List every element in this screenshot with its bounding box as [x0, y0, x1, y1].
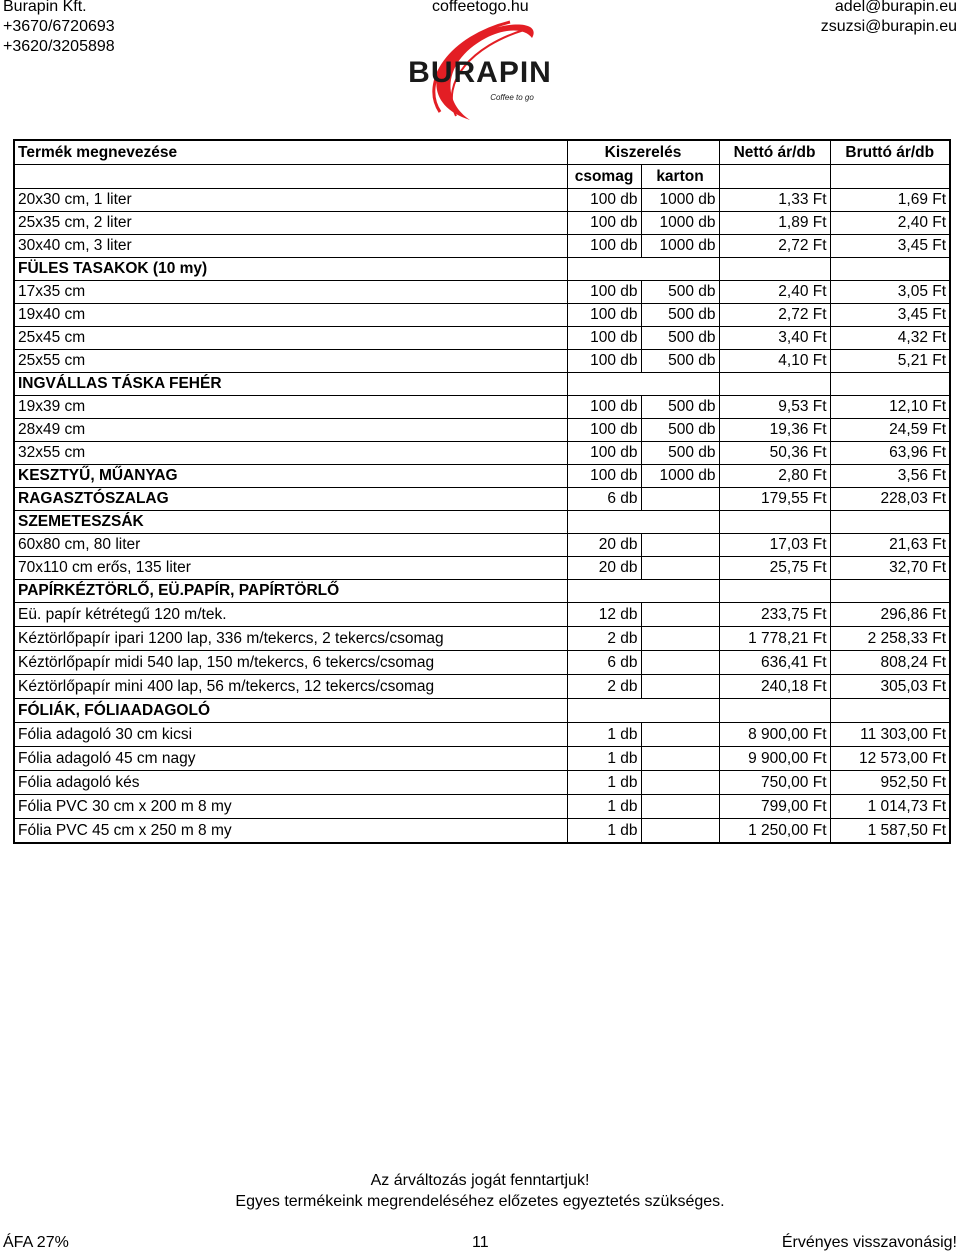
carton-qty-cell: 1000 db — [641, 235, 719, 258]
carton-qty-cell — [641, 534, 719, 557]
net-price-cell: 17,03 Ft — [719, 534, 830, 557]
table-row — [14, 795, 950, 819]
package-qty-cell: 100 db — [567, 419, 641, 442]
email-link[interactable]: zsuzsi@burapin.eu — [820, 18, 957, 35]
vat-label: ÁFA 27% — [3, 1234, 69, 1251]
product-name-cell: 70x110 cm erős, 135 liter — [14, 557, 567, 580]
package-qty-cell: 6 db — [567, 651, 641, 675]
gross-price-cell: 12,10 Ft — [830, 396, 950, 419]
gross-price-cell: 12 573,00 Ft — [830, 747, 950, 771]
gross-price-cell: 808,24 Ft — [830, 651, 950, 675]
section-title: SZEMETESZSÁK — [14, 511, 567, 534]
net-price-cell: 2,80 Ft — [719, 465, 830, 488]
product-name-cell: Kéztörlőpapír mini 400 lap, 56 m/tekercs, 12 tekercs/csomag — [14, 675, 567, 699]
empty-cell — [719, 165, 830, 189]
product-name-cell: Fólia PVC 45 cm x 250 m 8 my — [14, 819, 567, 844]
empty-cell — [567, 511, 719, 534]
product-name-cell: Fólia PVC 30 cm x 200 m 8 my — [14, 795, 567, 819]
section-header-row — [14, 699, 950, 723]
gross-price-cell: 3,56 Ft — [830, 465, 950, 488]
empty-cell — [830, 699, 950, 723]
carton-qty-cell — [641, 557, 719, 580]
gross-price-cell: 2,40 Ft — [830, 212, 950, 235]
net-price-cell: 1 250,00 Ft — [719, 819, 830, 844]
product-name-cell: 32x55 cm — [14, 442, 567, 465]
column-header-carton: karton — [641, 165, 719, 189]
package-qty-cell: 100 db — [567, 235, 641, 258]
net-price-cell: 50,36 Ft — [719, 442, 830, 465]
empty-cell — [567, 580, 719, 603]
package-qty-cell: 100 db — [567, 212, 641, 235]
carton-qty-cell: 500 db — [641, 442, 719, 465]
table-row — [14, 281, 950, 304]
column-header-net-price: Nettó ár/db — [719, 140, 830, 165]
product-name-cell: Eü. papír kétrétegű 120 m/tek. — [14, 603, 567, 627]
carton-qty-cell: 1000 db — [641, 465, 719, 488]
section-header-row — [14, 373, 950, 396]
product-name-cell: 20x30 cm, 1 liter — [14, 189, 567, 212]
section-title: INGVÁLLAS TÁSKA FEHÉR — [14, 373, 567, 396]
gross-price-cell: 5,21 Ft — [830, 350, 950, 373]
gross-price-cell: 3,45 Ft — [830, 235, 950, 258]
net-price-cell: 8 900,00 Ft — [719, 723, 830, 747]
empty-cell — [719, 580, 830, 603]
table-subheader-row — [14, 165, 950, 189]
table-row — [14, 327, 950, 350]
package-qty-cell: 2 db — [567, 627, 641, 651]
empty-cell — [567, 373, 719, 396]
carton-qty-cell — [641, 675, 719, 699]
table-row — [14, 651, 950, 675]
carton-qty-cell: 500 db — [641, 327, 719, 350]
page-number: 11 — [472, 1234, 489, 1251]
carton-qty-cell — [641, 747, 719, 771]
package-qty-cell: 1 db — [567, 747, 641, 771]
price-list-table — [13, 139, 951, 844]
carton-qty-cell — [641, 795, 719, 819]
net-price-cell: 799,00 Ft — [719, 795, 830, 819]
gross-price-cell: 228,03 Ft — [830, 488, 950, 511]
net-price-cell: 25,75 Ft — [719, 557, 830, 580]
table-row — [14, 465, 950, 488]
carton-qty-cell — [641, 819, 719, 844]
price-change-notice: Az árváltozás jogát fenntartjuk! — [370, 1172, 590, 1189]
column-header-gross-price: Bruttó ár/db — [830, 140, 950, 165]
package-qty-cell: 100 db — [567, 465, 641, 488]
order-notice: Egyes termékeink megrendeléséhez előzetes egyeztetés szükséges. — [235, 1193, 725, 1210]
table-row — [14, 488, 950, 511]
table-row — [14, 396, 950, 419]
empty-cell — [830, 165, 950, 189]
net-price-cell: 179,55 Ft — [719, 488, 830, 511]
phone-number: +3670/6720693 — [3, 18, 115, 35]
table-row — [14, 350, 950, 373]
product-name-cell: 19x40 cm — [14, 304, 567, 327]
gross-price-cell: 1 587,50 Ft — [830, 819, 950, 844]
net-price-cell: 1,89 Ft — [719, 212, 830, 235]
table-row — [14, 603, 950, 627]
gross-price-cell: 4,32 Ft — [830, 327, 950, 350]
net-price-cell: 2,72 Ft — [719, 235, 830, 258]
gross-price-cell: 1,69 Ft — [830, 189, 950, 212]
logo-brand-text: BURAPIN — [408, 56, 552, 89]
carton-qty-cell: 1000 db — [641, 189, 719, 212]
table-row — [14, 771, 950, 795]
package-qty-cell: 100 db — [567, 281, 641, 304]
gross-price-cell: 3,05 Ft — [830, 281, 950, 304]
empty-cell — [830, 580, 950, 603]
column-header-product: Termék megnevezése — [14, 140, 567, 165]
package-qty-cell: 20 db — [567, 534, 641, 557]
gross-price-cell: 3,45 Ft — [830, 304, 950, 327]
package-qty-cell: 100 db — [567, 442, 641, 465]
column-header-packaging: Kiszerelés — [567, 140, 719, 165]
net-price-cell: 9,53 Ft — [719, 396, 830, 419]
product-name-cell: 60x80 cm, 80 liter — [14, 534, 567, 557]
burapin-logo — [400, 12, 560, 128]
net-price-cell: 233,75 Ft — [719, 603, 830, 627]
empty-cell — [14, 165, 567, 189]
package-qty-cell: 2 db — [567, 675, 641, 699]
package-qty-cell: 20 db — [567, 557, 641, 580]
product-name-cell: Fólia adagoló kés — [14, 771, 567, 795]
section-title: FÜLES TASAKOK (10 my) — [14, 258, 567, 281]
table-row — [14, 627, 950, 651]
product-name-cell: 25x55 cm — [14, 350, 567, 373]
table-row — [14, 723, 950, 747]
product-name-cell: 30x40 cm, 3 liter — [14, 235, 567, 258]
empty-cell — [719, 258, 830, 281]
package-qty-cell: 100 db — [567, 350, 641, 373]
empty-cell — [567, 699, 719, 723]
validity-note: Érvényes visszavonásig! — [781, 1234, 957, 1251]
empty-cell — [830, 373, 950, 396]
table-row — [14, 747, 950, 771]
carton-qty-cell — [641, 488, 719, 511]
gross-price-cell: 32,70 Ft — [830, 557, 950, 580]
net-price-cell: 2,72 Ft — [719, 304, 830, 327]
gross-price-cell: 2 258,33 Ft — [830, 627, 950, 651]
gross-price-cell: 11 303,00 Ft — [830, 723, 950, 747]
product-name-cell: Fólia adagoló 45 cm nagy — [14, 747, 567, 771]
product-name-cell: Kéztörlőpapír ipari 1200 lap, 336 m/tekercs, 2 tekercs/csomag — [14, 627, 567, 651]
carton-qty-cell: 500 db — [641, 350, 719, 373]
carton-qty-cell: 1000 db — [641, 212, 719, 235]
package-qty-cell: 100 db — [567, 304, 641, 327]
net-price-cell: 750,00 Ft — [719, 771, 830, 795]
package-qty-cell: 1 db — [567, 771, 641, 795]
carton-qty-cell — [641, 771, 719, 795]
table-row — [14, 235, 950, 258]
carton-qty-cell: 500 db — [641, 304, 719, 327]
product-name-cell: 25x35 cm, 2 liter — [14, 212, 567, 235]
empty-cell — [830, 258, 950, 281]
product-name-cell: 19x39 cm — [14, 396, 567, 419]
section-title: FÓLIÁK, FÓLIAADAGOLÓ — [14, 699, 567, 723]
product-name-cell: KESZTYŰ, MŰANYAG — [14, 465, 567, 488]
carton-qty-cell — [641, 651, 719, 675]
net-price-cell: 240,18 Ft — [719, 675, 830, 699]
empty-cell — [719, 373, 830, 396]
empty-cell — [719, 511, 830, 534]
net-price-cell: 9 900,00 Ft — [719, 747, 830, 771]
section-header-row — [14, 258, 950, 281]
gross-price-cell: 63,96 Ft — [830, 442, 950, 465]
carton-qty-cell: 500 db — [641, 419, 719, 442]
product-name-cell: 28x49 cm — [14, 419, 567, 442]
carton-qty-cell: 500 db — [641, 396, 719, 419]
table-row — [14, 304, 950, 327]
company-name: Burapin Kft. — [3, 0, 87, 15]
net-price-cell: 1,33 Ft — [719, 189, 830, 212]
product-name-cell: Fólia adagoló 30 cm kicsi — [14, 723, 567, 747]
empty-cell — [830, 511, 950, 534]
logo-tagline-text: Coffee to go — [490, 93, 534, 102]
gross-price-cell: 1 014,73 Ft — [830, 795, 950, 819]
package-qty-cell: 1 db — [567, 723, 641, 747]
gross-price-cell: 21,63 Ft — [830, 534, 950, 557]
package-qty-cell: 100 db — [567, 327, 641, 350]
package-qty-cell: 100 db — [567, 189, 641, 212]
website-link[interactable]: coffeetogo.hu — [432, 0, 529, 15]
gross-price-cell: 305,03 Ft — [830, 675, 950, 699]
net-price-cell: 3,40 Ft — [719, 327, 830, 350]
gross-price-cell: 24,59 Ft — [830, 419, 950, 442]
section-title: PAPÍRKÉZTÖRLŐ, EÜ.PAPÍR, PAPÍRTÖRLŐ — [14, 580, 567, 603]
logo-graphic — [400, 12, 560, 128]
table-row — [14, 675, 950, 699]
empty-cell — [719, 699, 830, 723]
net-price-cell: 4,10 Ft — [719, 350, 830, 373]
package-qty-cell: 100 db — [567, 396, 641, 419]
gross-price-cell: 952,50 Ft — [830, 771, 950, 795]
net-price-cell: 2,40 Ft — [719, 281, 830, 304]
product-name-cell: Kéztörlőpapír midi 540 lap, 150 m/tekercs, 6 tekercs/csomag — [14, 651, 567, 675]
package-qty-cell: 1 db — [567, 819, 641, 844]
product-name-cell: RAGASZTÓSZALAG — [14, 488, 567, 511]
table-row — [14, 557, 950, 580]
table-row — [14, 819, 950, 844]
empty-cell — [567, 258, 719, 281]
table-row — [14, 534, 950, 557]
product-name-cell: 17x35 cm — [14, 281, 567, 304]
carton-qty-cell — [641, 723, 719, 747]
carton-qty-cell — [641, 603, 719, 627]
section-header-row — [14, 511, 950, 534]
net-price-cell: 19,36 Ft — [719, 419, 830, 442]
gross-price-cell: 296,86 Ft — [830, 603, 950, 627]
table-row — [14, 189, 950, 212]
carton-qty-cell: 500 db — [641, 281, 719, 304]
table-row — [14, 442, 950, 465]
net-price-cell: 636,41 Ft — [719, 651, 830, 675]
package-qty-cell: 1 db — [567, 795, 641, 819]
table-row — [14, 212, 950, 235]
carton-qty-cell — [641, 627, 719, 651]
product-name-cell: 25x45 cm — [14, 327, 567, 350]
section-header-row — [14, 580, 950, 603]
table-row — [14, 419, 950, 442]
package-qty-cell: 12 db — [567, 603, 641, 627]
email-link[interactable]: adel@burapin.eu — [834, 0, 957, 15]
net-price-cell: 1 778,21 Ft — [719, 627, 830, 651]
column-header-package: csomag — [567, 165, 641, 189]
package-qty-cell: 6 db — [567, 488, 641, 511]
table-header-row — [14, 140, 950, 165]
phone-number: +3620/3205898 — [3, 38, 115, 55]
